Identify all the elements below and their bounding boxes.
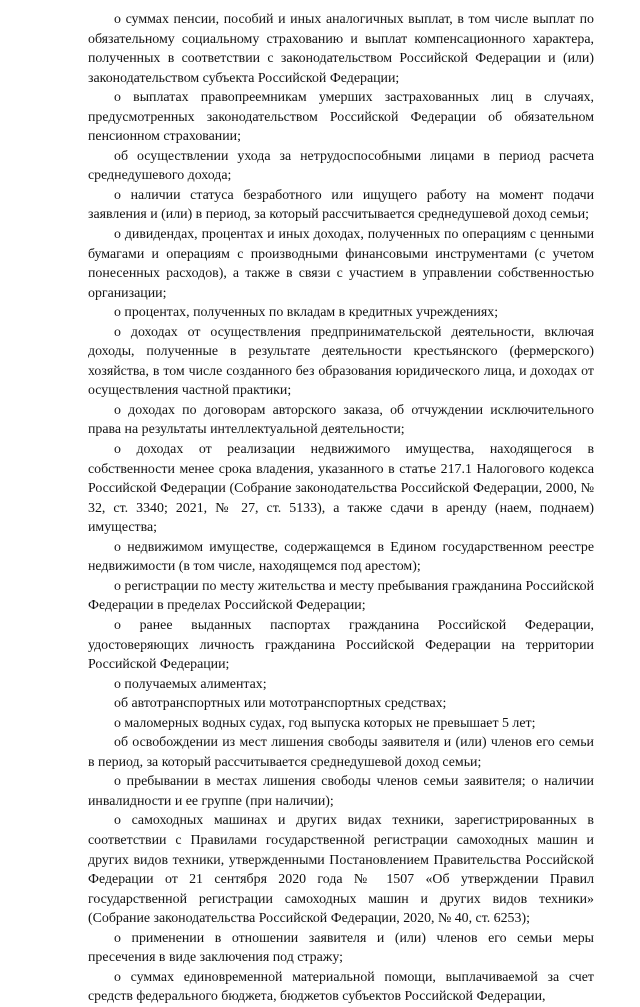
- paragraph-alimony: о получаемых алиментах;: [114, 676, 267, 692]
- paragraph-passports: о ранее выданных паспортах гражданина Российской Федерации, удостоверяющих личность гражданина Российской Федерации на территории Российской Федерации;: [88, 617, 594, 673]
- document-page: [88, 10, 594, 1007]
- paragraph-small-boats: о маломерных водных судах, год выпуска которых не превышает 5 лет;: [114, 715, 536, 731]
- paragraph-real-estate-sale: о доходах от реализации недвижимого имущества, находящегося в собственности менее срока владения, указанного в статье 217.1 Налогового кодекса Российской Федерации (Собрание законодательства Российской Федерации, 2000, № 32, ст. 3340; 2021, № 27, ст. 5133), а также сдачи в аренду (наем, поднаем) имущества;: [88, 442, 594, 536]
- paragraph-self-propelled-machines: о самоходных машинах и других видах техники, зарегистрированных в соответствии с Правилами государственной регистрации самоходных машин и других видов техники, утвержденными Постановлением Правительства Российской Федерации от 21 сентября 2020 года № 1507 «Об утверждении Правил государственной регистрации самоходных машин и других видов техники» (Собрание законодательства Российской Федерации, 2020, № 40, ст. 6253);: [88, 813, 594, 927]
- paragraph-material-aid: о суммах единовременной материальной помощи, выплачиваемой за счет средств федерального бюджета, бюджетов субъектов Российской Федерации,: [88, 969, 594, 1005]
- paragraph-imprisonment-disability: о пребывании в местах лишения свободы членов семьи заявителя; о наличии инвалидности и ее группе (при наличии);: [88, 774, 594, 809]
- paragraph-care-for-disabled: об осуществлении ухода за нетрудоспособными лицами в период расчета среднедушевого дохода;: [88, 148, 594, 184]
- paragraph-pension-payments: о суммах пенсии, пособий и иных аналогичных выплат, в том числе выплат по обязательному социальному страхованию и выплат компенсационного характера, полученных в соответствии с законодательством Российской Федерации и (или) законодательством субъекта Российской Федерации;: [88, 12, 594, 86]
- paragraph-custody-measure: о применении в отношении заявителя и (или) членов его семьи меры пресечения в виде заключения под стражу;: [88, 930, 594, 966]
- paragraph-copyright-income: о доходах по договорам авторского заказа, об отчуждении исключительного права на результаты интеллектуальной деятельности;: [88, 402, 594, 438]
- paragraph-release-from-prison: об освобождении из мест лишения свободы заявителя и (или) членов его семьи в период, за который рассчитывается среднедушевой доход семьи;: [88, 735, 594, 770]
- paragraph-unemployed-status: о наличии статуса безработного или ищущего работу на момент подачи заявления и (или) в период, за который рассчитывается среднедушевой доход семьи;: [88, 187, 594, 223]
- paragraph-deposit-interest: о процентах, полученных по вкладам в кредитных учреждениях;: [114, 305, 499, 321]
- paragraph-business-income: о доходах от осуществления предпринимательской деятельности, включая доходы, полученные в результате деятельности крестьянского (фермерского) хозяйства, в том числе созданного без образования юридического лица, и доходах от осуществления частной практики;: [88, 324, 594, 399]
- paragraph-real-estate-registry: о недвижимом имуществе, содержащемся в Едином государственном реестре недвижимости (в том числе, находящемся под арестом);: [88, 539, 594, 575]
- paragraph-successor-payments: о выплатах правопреемникам умерших застрахованных лиц в случаях, предусмотренных законодательством Российской Федерации об обязательном пенсионном страховании;: [88, 90, 594, 145]
- paragraph-vehicles: об автотранспортных или мототранспортных средствах;: [114, 696, 447, 712]
- paragraph-residence-registration: о регистрации по месту жительства и месту пребывания гражданина Российской Федерации в пределах Российской Федерации;: [88, 578, 594, 614]
- paragraph-dividends: о дивидендах, процентах и иных доходах, полученных по операциям с ценными бумагами и операциям с производными финансовыми инструментами (с учетом понесенных расходов), а также в связи с участием в управлении собственностью организации;: [88, 227, 594, 301]
